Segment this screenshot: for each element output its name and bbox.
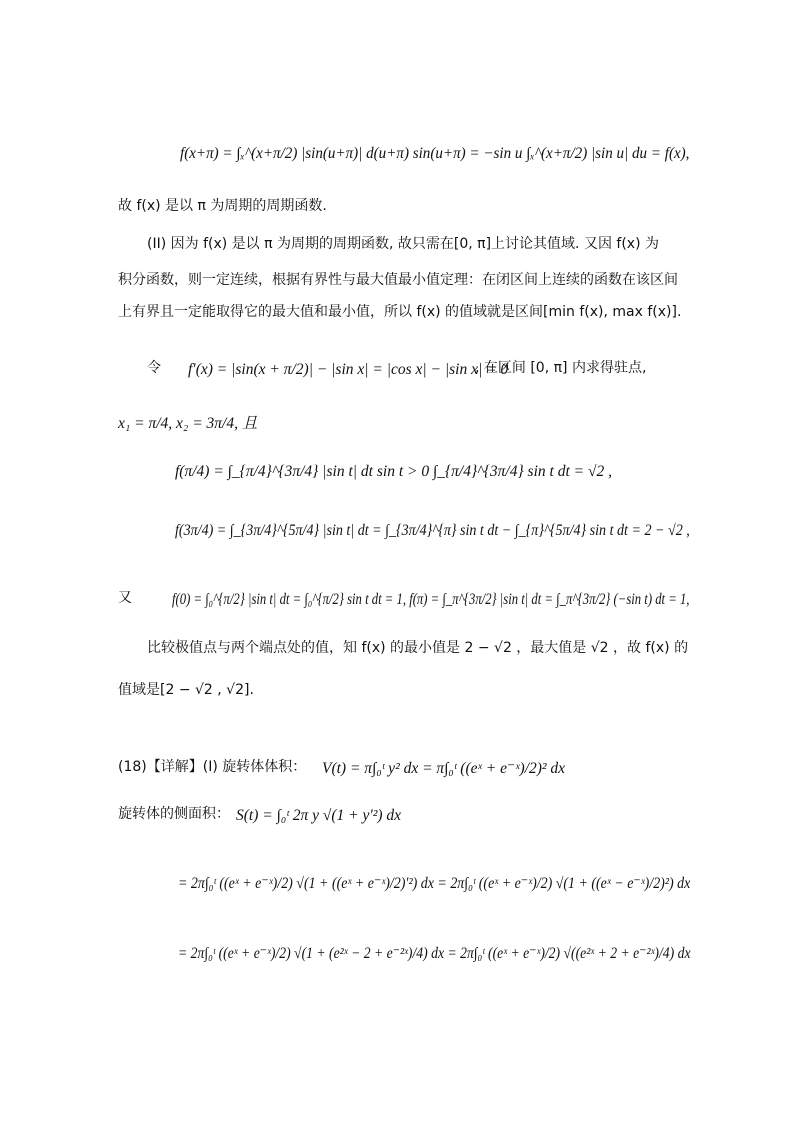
surface-label: 旋转体的侧面积： xyxy=(118,806,230,822)
compare-line: 比较极值点与两个端点处的值，知 f(x) 的最小值是 2 − √2 ，最大值是 √2 ，故 f(x) 的 xyxy=(147,640,689,656)
endpoint-values: f(0) = ∫₀^{π/2} |sin t| dt = ∫₀^{π/2} sin t dt = 1, f(π) = ∫_π^{3π/2} |sin t| dt = ∫_π^{3π/2} (−sin t) dt = 1, xyxy=(172,591,690,608)
derivative-suffix: , 在区间 [0, π] 内求得驻点, xyxy=(475,360,647,376)
f-3pi-over-4: f(3π/4) = ∫_{3π/4}^{5π/4} |sin t| dt = ∫_{3π/4}^{π} sin t dt − ∫_{π}^{5π/4} sin t dt = 2 − √2 , xyxy=(175,522,690,539)
part2-line-3: 上有界且一定能取得它的最大值和最小值，所以 f(x) 的值域就是区间[min f(x), max f(x)]. xyxy=(118,304,682,320)
surface-step-2: = 2π∫₀ᵗ ((eˣ + e⁻ˣ)/2) √(1 + (e²ˣ − 2 + e⁻²ˣ)/4) dx = 2π∫₀ᵗ ((eˣ + e⁻ˣ)/2) √((e²ˣ + 2 + e⁻²ˣ)/4) dx xyxy=(178,945,691,962)
periodicity-conclusion: 故 f(x) 是以 π 为周期的周期函数. xyxy=(118,198,327,214)
stationary-points: x₁ = π/4, x₂ = 3π/4, 且 xyxy=(118,415,258,432)
q18-heading: (18)【详解】(I) 旋转体体积： xyxy=(118,759,307,775)
let-label: 令 xyxy=(147,360,161,376)
range-line: 值域是[2 − √2 , √2]. xyxy=(118,682,254,698)
part2-line-2: 积分函数，则一定连续，根据有界性与最大值最小值定理：在闭区间上连续的函数在该区间 xyxy=(118,272,678,288)
derivative-equation: f′(x) = |sin(x + π/2)| − |sin x| = |cos x| − |sin x| = 0 xyxy=(188,361,509,378)
periodicity-equation: f(x+π) = ∫ₓ^(x+π/2) |sin(u+π)| d(u+π) sin(u+π) = −sin u ∫ₓ^(x+π/2) |sin u| du = f(x), xyxy=(180,145,690,162)
volume-equation: V(t) = π∫₀ᵗ y² dx = π∫₀ᵗ ((eˣ + e⁻ˣ)/2)² dx xyxy=(322,760,566,777)
part2-line-1: (II) 因为 f(x) 是以 π 为周期的周期函数, 故只需在[0, π]上讨论其值域. 又因 f(x) 为 xyxy=(147,236,659,252)
surface-step-1: = 2π∫₀ᵗ ((eˣ + e⁻ˣ)/2) √(1 + ((eˣ + e⁻ˣ)/2)′²) dx = 2π∫₀ᵗ ((eˣ + e⁻ˣ)/2) √(1 + ((eˣ − e⁻ˣ)/2)²) dx xyxy=(178,875,691,892)
f-pi-over-4: f(π/4) = ∫_{π/4}^{3π/4} |sin t| dt sin t > 0 ∫_{π/4}^{3π/4} sin t dt = √2 , xyxy=(175,463,612,480)
surface-equation: S(t) = ∫₀ᵗ 2π y √(1 + y′²) dx xyxy=(236,807,402,824)
also-label: 又 xyxy=(118,590,132,606)
